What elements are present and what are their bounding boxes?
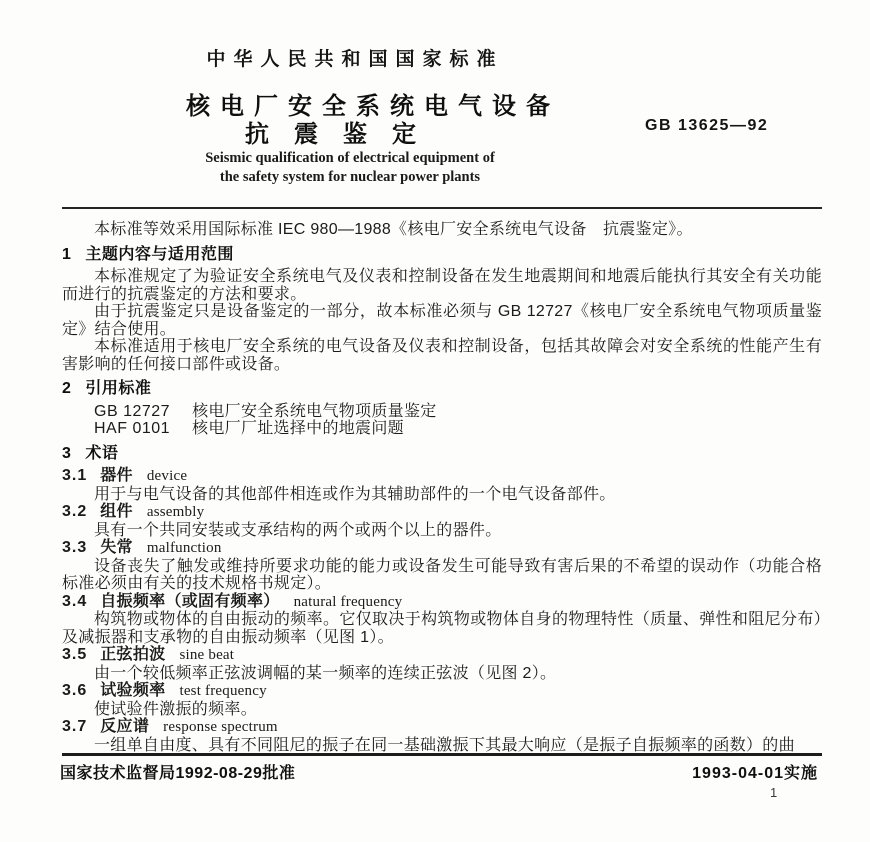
term-name-zh: 正弦拍波	[100, 646, 166, 663]
term-item	[62, 539, 822, 593]
approval-text: 国家技术监督局1992-08-29批准	[60, 765, 296, 782]
term-name-en: response spectrum	[163, 719, 278, 735]
term-name-zh: 试验频率	[100, 682, 166, 699]
term-definition: 由一个较低频率正弦波调幅的某一频率的连续正弦波（见图 2）。	[94, 664, 557, 682]
term-number: 3.5	[62, 646, 88, 663]
term-heading	[62, 503, 822, 522]
term-item	[62, 682, 822, 718]
term-number: 3.4	[62, 592, 88, 610]
section-1-paragraph: 本标准规定了为验证安全系统电气及仪表和控制设备在发生地震期间和地震后能执行其安全有关功能而进行的抗震鉴定的方法和要求。	[62, 268, 822, 303]
term-name-en: natural frequency	[293, 593, 403, 610]
term-number: 3.3	[62, 539, 88, 556]
footer-divider-rule	[62, 753, 822, 756]
section-3-number: 3	[62, 444, 72, 462]
term-heading	[62, 718, 822, 737]
implementation-text: 1993-04-01实施	[692, 765, 818, 782]
reference-item	[62, 403, 822, 421]
reference-item	[62, 420, 822, 438]
term-name-en: assembly	[146, 504, 205, 520]
section-1-paragraph: 本标准适用于核电厂安全系统的电气设备及仪表和控制设备，包括其故障会对安全系统的性能产生有害影响的任何接口部件或设备。	[62, 338, 822, 373]
term-definition: 具有一个共同安装或支承结构的两个或两个以上的器件。	[94, 521, 502, 539]
term-item	[62, 646, 822, 682]
doc-title-en-line2: the safety system for nuclear power plants	[219, 169, 481, 185]
term-item	[62, 467, 822, 503]
section-1-title: 主题内容与适用范围	[85, 245, 234, 263]
term-number: 3.6	[62, 682, 88, 699]
intro-paragraph: 本标准等效采用国际标准 IEC 980—1988《核电厂安全系统电气设备 抗震鉴定》。	[94, 221, 693, 238]
term-definition: 构筑物或物体的自由振动的频率。它仅取决于构筑物或物体自身的物理特性（质量、弹性和阻尼分布）及减振器和支承物的自由振动频率（见图 1）。	[62, 611, 822, 646]
term-name-zh: 自振频率（或固有频率）	[100, 592, 280, 610]
term-name-en: device	[146, 468, 188, 484]
term-name-en: malfunction	[146, 540, 222, 556]
page-number: 1	[770, 785, 778, 800]
term-number: 3.1	[62, 467, 88, 484]
section-2-heading	[62, 380, 822, 398]
term-name-zh: 组件	[100, 503, 133, 520]
reference-code: GB 12727	[94, 402, 171, 420]
term-item	[62, 503, 822, 539]
term-definition: 一组单自由度、具有不同阻尼的振子在同一基础激振下其最大响应（是振子自振频率的函数）的曲	[94, 736, 795, 754]
term-number: 3.7	[62, 718, 88, 735]
reference-code: HAF 0101	[94, 420, 171, 437]
doc-title-zh-line1: 核电厂安全系统电气设备	[186, 93, 560, 120]
reference-title: 核电厂安全系统电气物项质量鉴定	[192, 402, 437, 420]
term-name-zh: 器件	[100, 467, 133, 484]
section-2-number: 2	[62, 380, 72, 397]
section-1-paragraph: 由于抗震鉴定只是设备鉴定的一部分，故本标准必须与 GB 12727《核电厂安全系统电气物项质量鉴定》结合使用。	[62, 303, 822, 338]
section-2-title: 引用标准	[85, 380, 152, 397]
header-divider-rule	[62, 207, 822, 209]
term-item	[62, 718, 822, 754]
term-name-zh: 反应谱	[100, 718, 150, 735]
term-heading	[62, 646, 822, 665]
term-heading	[62, 682, 822, 701]
term-number: 3.2	[62, 503, 88, 520]
document-body	[62, 221, 822, 754]
doc-title-en-line1: Seismic qualification of electrical equipment of	[205, 150, 495, 166]
term-definition: 用于与电气设备的其他部件相连或作为其辅助部件的一个电气设备部件。	[94, 485, 616, 503]
term-definition: 设备丧失了触发或维持所要求功能的能力或设备发生可能导致有害后果的不希望的误动作（功能合格标准必须由有关的技术规格书规定）。	[62, 557, 822, 592]
term-name-en: sine beat	[179, 647, 235, 663]
doc-title-zh-line2: 抗震鉴定	[245, 121, 441, 148]
term-name-zh: 失常	[100, 539, 133, 556]
national-standard-label: 中华人民共和国国家标准	[206, 49, 504, 70]
term-heading	[62, 539, 822, 558]
term-heading	[62, 467, 822, 486]
term-name-en: test frequency	[179, 683, 267, 699]
term-heading	[62, 593, 822, 612]
term-definition: 使试验件激振的频率。	[94, 700, 258, 718]
section-3-title: 术语	[85, 444, 119, 462]
section-1-number: 1	[62, 245, 72, 263]
section-1-heading	[62, 246, 822, 264]
standard-number: GB 13625—92	[645, 117, 769, 134]
section-3-heading	[62, 445, 822, 463]
term-item	[62, 593, 822, 647]
reference-title: 核电厂厂址选择中的地震问题	[192, 420, 404, 437]
